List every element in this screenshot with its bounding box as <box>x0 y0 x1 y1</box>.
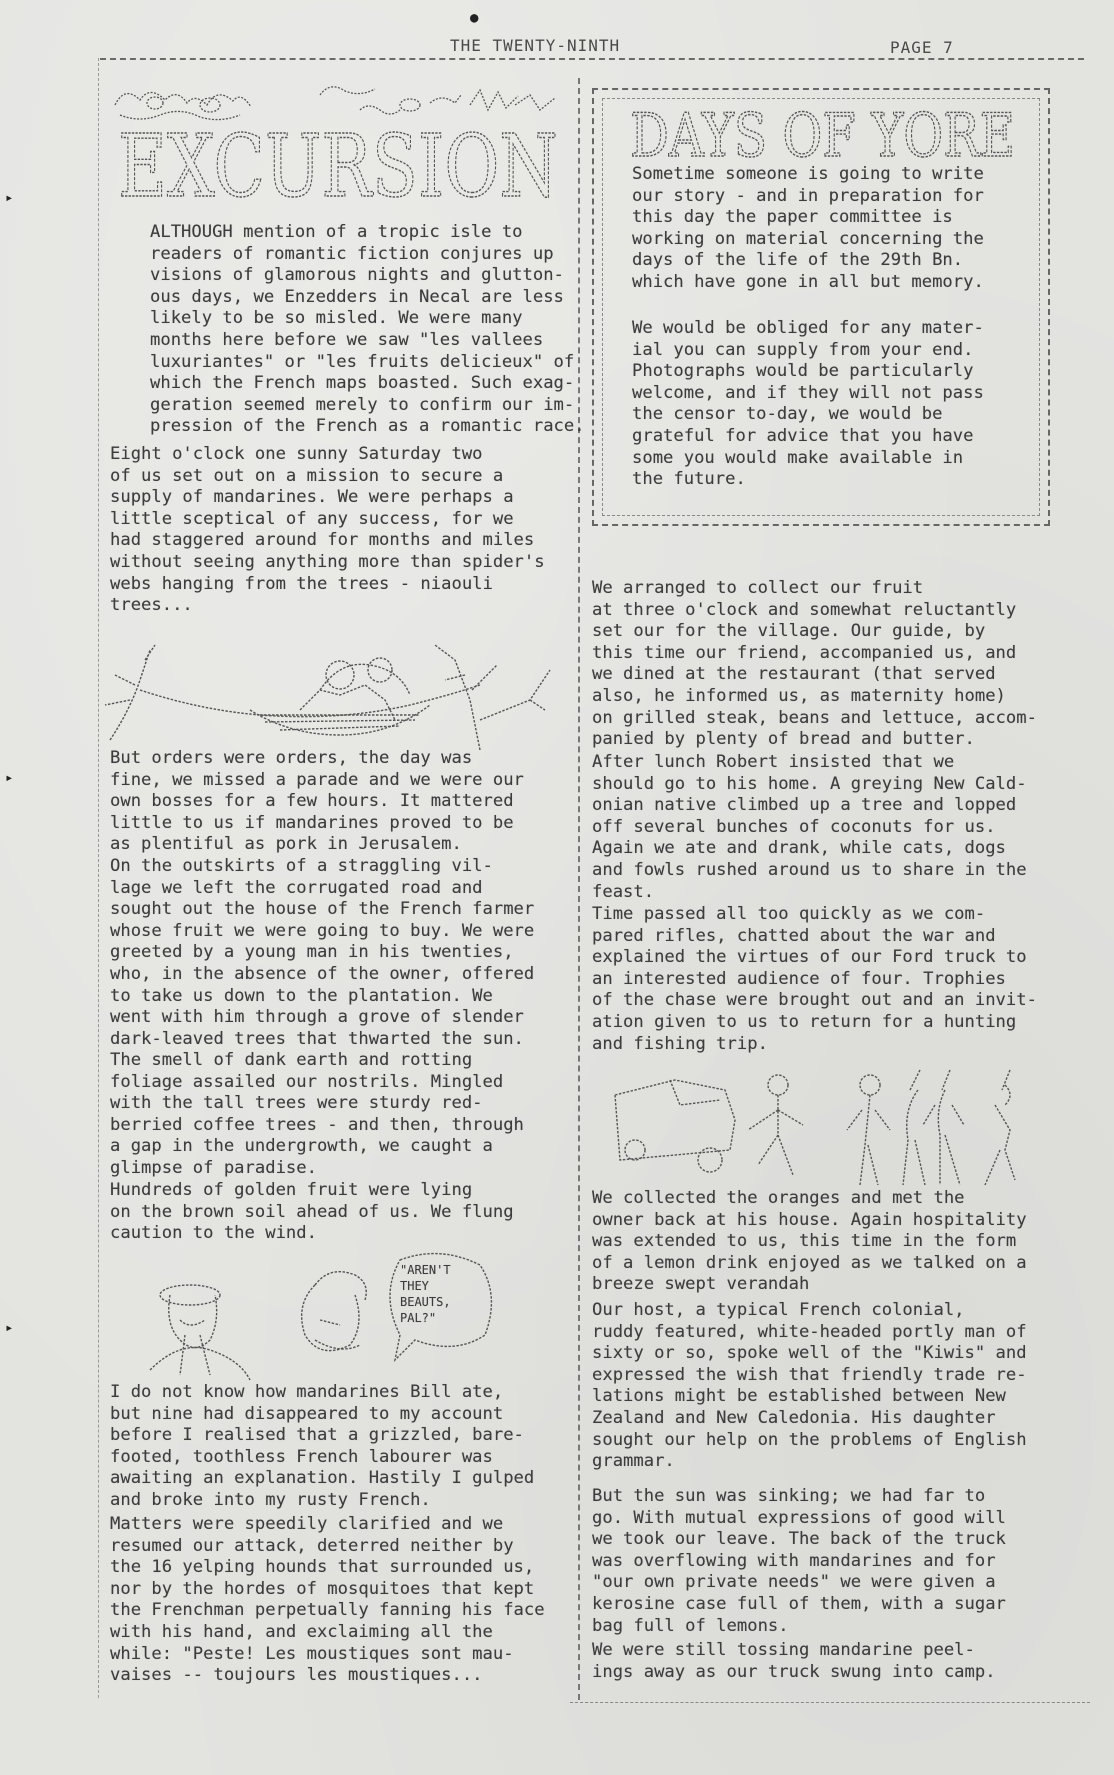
page-number: PAGE 7 <box>890 38 954 57</box>
right-paragraph-1: We arranged to collect our fruit at three o'clock and somewhat reluctantly set our for the village. Our guide, by this time our friend, accompanied us, and we dined at the restaurant (that served also, he informed us, as maternity home) on grilled steak, beans and lettuce, accom- panied by plenty of bread and butter. <box>592 578 1037 750</box>
excursion-paragraph-5: The smell of dank earth and rotting foliage assailed our nostrils. Mingled with the tall trees were sturdy red- berried coffee trees - and then, through a gap in the undergrowth, we caught a glimpse of paradise. <box>110 1050 524 1178</box>
days-of-yore-paragraph-2: We would be obliged for any mater- ial you can supply from your end. Photographs would be particularly welcome, and if they will not pass the censor to-day, we would be grateful for advice that you have some you would make available in the future. <box>632 318 984 490</box>
svg-text:DAYS OF YORE: DAYS OF YORE <box>630 101 1015 164</box>
right-paragraph-6: But the sun was sinking; we had far to go. With mutual expressions of good will we took our leave. The back of the truck was overflowing with mandarines and for "our own private needs" we were given a kerosine case full of them, with a sugar bag full of lemons. <box>592 1486 1006 1636</box>
hammock-sketch <box>100 630 560 754</box>
excursion-paragraph-2: Eight o'clock one sunny Saturday two of us set out on a mission to secure a supply of mandarines. We were perhaps a little sceptical of any success, for we had staggered around for months and miles without seeing anything more than spider's webs hanging from the trees - niaouli trees... <box>110 444 545 616</box>
newsletter-title: THE TWENTY-NINTH <box>450 36 621 55</box>
right-paragraph-3: Time passed all too quickly as we com- pared rifles, chatted about the war and explained the virtues of our Ford truck to an interested audience of four. Trophies of the chase were brought out and an invit- ation given to us to return for a hunting and fishing trip. <box>592 904 1037 1054</box>
speech-bubble-text: "AREN'T THEY BEAUTS, PAL?" <box>400 1263 451 1325</box>
bottom-rule <box>570 1702 1090 1703</box>
header-rule <box>100 58 1084 60</box>
svg-text:EXCURSION: EXCURSION <box>118 122 558 202</box>
excursion-paragraph-1: ALTHOUGH mention of a tropic isle to readers of romantic fiction conjures up visions of glamorous nights and glutton- ous days, we Enzedders in Necal are less likely to be so misled. We were many months here before we saw "les vallees luxuriantes" or "les fruits delicieux" of which the French maps boasted. Such exag- geration seemed merely to confirm our im- pression of the French as a romantic race. <box>150 222 585 437</box>
binding-mark: ▸ <box>5 190 14 206</box>
excursion-paragraph-3: But orders were orders, the day was fine, we missed a parade and we were our own bosses for a few hours. It mattered little to us if mandarines proved to be as plentiful as pork in Jerusalem. <box>110 748 524 855</box>
excursion-paragraph-6: Hundreds of golden fruit were lying on the brown soil ahead of us. We flung caution to the wind. <box>110 1180 514 1244</box>
truck-and-natives-sketch <box>600 1065 1040 1189</box>
right-paragraph-4: We collected the oranges and met the owner back at his house. Again hospitality was extended to us, this time in the form of a lemon drink enjoyed as we talked on a breeze swept verandah <box>592 1188 1027 1295</box>
days-of-yore-paragraph-1: Sometime someone is going to write our story - and in preparation for this day the paper committee is working on material concerning the days of the life of the 29th Bn. which have gone in all but memory. <box>632 164 984 292</box>
two-soldiers-sketch <box>140 1250 400 1384</box>
left-margin-rule <box>98 58 99 1698</box>
binding-mark: ▸ <box>5 1320 14 1336</box>
binding-mark: ▸ <box>5 770 14 786</box>
right-paragraph-5: Our host, a typical French colonial, ruddy featured, white-headed portly man of sixty or so, spoke well of the "Kiwis" and expressed the wish that friendly trade re- lations might be established between New Zealand and New Caledonia. His daughter sought our help on the problems of English grammar. <box>592 1300 1027 1472</box>
days-of-yore-title <box>620 100 1020 164</box>
excursion-title <box>118 122 568 202</box>
punch-mark: ● <box>470 10 479 26</box>
excursion-paragraph-7: I do not know how mandarines Bill ate, but nine had disappeared to my account before I realised that a grizzled, bare- footed, toothless French labourer was awaiting an explanation. Hastily I gulped and broke into my rusty French. <box>110 1382 535 1510</box>
excursion-paragraph-8: Matters were speedily clarified and we resumed our attack, deterred neither by the 16 yelping hounds that surrounded us, nor by the hordes of mosquitoes that kept the Frenchman perpetually fanning his face with his hand, and exclaiming all the while: "Peste! Les moustiques sont mau- vaises -- toujours les moustiques... <box>110 1514 545 1686</box>
speech-bubble <box>380 1250 500 1360</box>
right-paragraph-2: After lunch Robert insisted that we should go to his home. A greying New Cald- onian native climbed up a tree and lopped off several bunches of coconuts for us. Again we ate and drank, while cats, dogs and fowls rushed around us to share in the feast. <box>592 752 1027 902</box>
right-paragraph-7: We were still tossing mandarine peel- ings away as our truck swung into camp. <box>592 1640 996 1682</box>
excursion-paragraph-4: On the outskirts of a straggling vil- lage we left the corrugated road and sought out the house of the French farmer whose fruit we were going to buy. We were greeted by a young man in his twenties, who, in the absence of the owner, offered to take us down to the plantation. We went with him through a grove of slender dark-leaved trees that thwarted the sun. <box>110 856 535 1049</box>
